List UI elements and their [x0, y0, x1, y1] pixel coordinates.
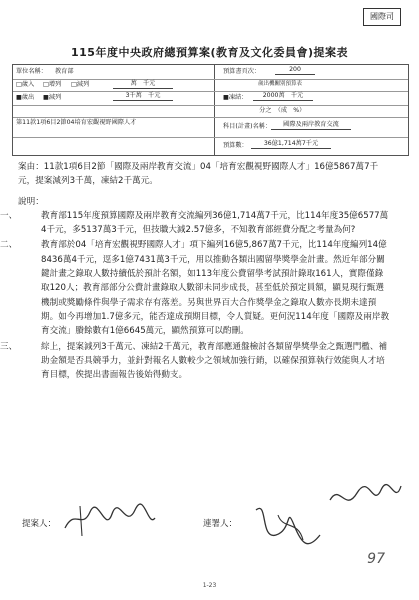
desc-item-text: 綜上，提案減列3千萬元、凍結2千萬元，教育部應通盤檢討各類留學獎學金之甄選門檻、補助金額是否具競爭力，並針對報名人數較少之領域加強行銷，以確保預算執行效能與人才培育目標，俟提出書面報告後始得動支。	[41, 341, 388, 381]
item-label: 第11款1項6目2節04培育宏觀視野國際人才	[16, 119, 137, 126]
option-increase: □增列	[43, 81, 62, 88]
form-row-unit	[13, 65, 408, 80]
desc-item-text: 教育部115年度預算國際及兩岸教育交流編列36億1,714萬7千元，比114年度35億6577萬4千元，多5137萬3千元，但技職大減2.57億多，不知教育部經費分配之考量為何?	[41, 210, 389, 236]
subject-label: 科目(計畫)名稱：	[223, 123, 272, 130]
proposal-form-table	[12, 64, 409, 156]
page-label: 預算書頁次：	[223, 68, 261, 75]
option-decrease: □減列	[71, 81, 90, 88]
desc-item	[0, 340, 390, 383]
cosigner-signature-2	[325, 478, 405, 518]
unit-value: 教育部	[55, 68, 74, 75]
freeze-checked: ■凍結：	[223, 94, 248, 101]
form-row-budget	[13, 137, 408, 155]
cosigner-signature-1	[248, 495, 328, 560]
description-label: 說明：	[18, 196, 44, 207]
handwritten-number: 97	[367, 551, 385, 567]
budget-value: 36億1,714萬7千元	[251, 140, 331, 149]
subject-value: 國際及兩岸教育交流	[271, 121, 351, 130]
revenue-amount: 萬 千元	[113, 80, 173, 89]
cosigner-label: 連署人：	[203, 519, 238, 529]
page-value: 200	[275, 66, 315, 75]
case-statement: 案由：11款1項6目2節「國際及兩岸教育交流」04「培育宏觀視野國際人才」16億5867萬7千元，提案減列3千萬，凍結2千萬元。	[18, 162, 379, 187]
decrease-amount: 3千萬 千元	[113, 92, 173, 101]
page-number: 1-23	[202, 582, 217, 589]
option-decrease-checked: ■減列	[43, 94, 62, 101]
freeze-fraction: 分之 （成 %）	[253, 107, 306, 114]
proposal-body	[0, 160, 390, 382]
page-title: 115年度中央政府總預算案(教育及文化委員會)提案表	[70, 46, 348, 59]
proposer-signature	[60, 500, 160, 540]
freeze-amount: 2000萬 千元	[253, 92, 313, 101]
dept-stamp: 國際司	[363, 8, 401, 26]
option-revenue: □歲入	[16, 81, 35, 88]
budget-label: 預算數：	[223, 142, 248, 149]
form-row-item	[13, 117, 408, 138]
page-sub-label: 歲出機關別預算表	[258, 81, 303, 87]
desc-item-number: 三、	[0, 341, 18, 352]
form-row-expenditure	[13, 91, 408, 106]
desc-item-number: 一、	[0, 210, 18, 221]
unit-label: 單位名稱：	[16, 68, 47, 75]
option-expenditure-checked: ■歲出	[16, 94, 35, 101]
proposer-label: 提案人：	[22, 519, 57, 529]
desc-item-text: 教育部於04「培育宏觀視野國際人才」項下編列16億5,867萬7千元，比114年度編列14億8436萬4千元，逕多1億7431萬3千元，用以推動各類出國留學獎學金計畫。然近年部分關鍵計畫之錄取人數持續低於預計名額，如113年度公費留學考試預計錄取161人，實際僅錄取120人；教育部部分公費計畫錄取人數卻未同步成長，甚至低於預定員額，顯見現行甄選機制或獎勵條件與學子需求存有落差。另與世界百大合作獎學金之錄取人數亦長期未達預期。如今再增加1.7億多元，能否達成預期目標，令人質疑。更何況114年度「國際及兩岸教育交流」賸餘數有1億6645萬元，顯然預算可以酌刪。	[41, 240, 390, 337]
desc-item	[0, 238, 390, 338]
desc-item-number: 二、	[0, 240, 18, 251]
desc-item	[0, 209, 390, 238]
